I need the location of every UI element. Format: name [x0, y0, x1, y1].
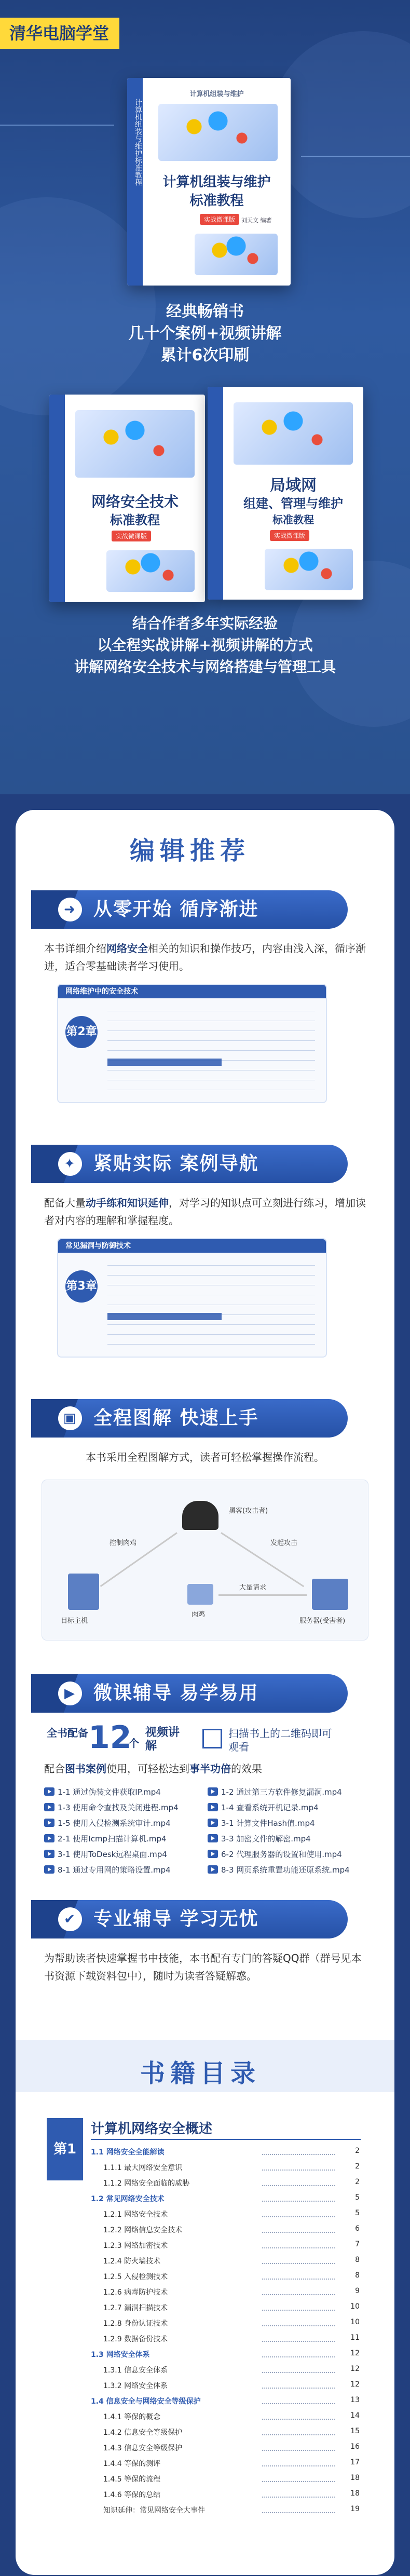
- brand-label: 清华电脑学堂: [0, 18, 119, 49]
- video-item[interactable]: [208, 1786, 342, 1798]
- video-title: 3-3 加密文件的解密.mp4: [221, 1834, 311, 1843]
- ribbon-case-guide: [47, 1145, 348, 1183]
- preview-row: [107, 1265, 315, 1266]
- video-item[interactable]: [44, 1786, 161, 1798]
- toc-page-number: 2: [355, 2178, 360, 2186]
- toc-leader: [262, 2490, 335, 2498]
- book-cover-art: [158, 104, 278, 161]
- toc-page-number: 10: [350, 2302, 360, 2311]
- book-title: 计算机组装与维护: [162, 174, 271, 190]
- toc-leader: [262, 2428, 335, 2435]
- video-play-icon: [208, 1834, 218, 1842]
- book-badge: 实战微课版: [270, 530, 309, 541]
- toc-entry[interactable]: 1.1.2 网络安全面临的威胁: [103, 2179, 190, 2188]
- book-title: 局域网: [270, 477, 317, 495]
- toc-leader: [262, 2257, 335, 2264]
- video-count-prefix: 全书配备: [47, 1727, 88, 1739]
- decor-line: [301, 156, 410, 157]
- book-cover-art: [75, 410, 195, 478]
- attack-diagram: [42, 1480, 368, 1640]
- book-spine: [208, 387, 223, 600]
- paragraph-case-guide: 配备大量动手练和知识延伸，对学习的知识点可立刻进行练习，增加读者对内容的理解和掌握程度。: [44, 1197, 366, 1227]
- preview-row: [107, 1275, 315, 1276]
- toc-leader: [262, 2226, 335, 2233]
- video-count: 12: [88, 1719, 132, 1756]
- zombie-icon: [187, 1584, 213, 1605]
- video-play-icon: [44, 1834, 54, 1842]
- video-title: 8-3 网页系统重置功能还原系统.mp4: [221, 1865, 350, 1875]
- chapter-badge: 第2章: [65, 1016, 98, 1048]
- toc-leader: [262, 2179, 335, 2186]
- toc-page-number: 2: [355, 2162, 360, 2171]
- book-top-label: 计算机组装与维护: [189, 90, 244, 98]
- toc-page-number: 6: [355, 2225, 360, 2233]
- ribbon-label: 全程图解 快速上手: [93, 1407, 259, 1429]
- toc-page-number: 17: [350, 2458, 360, 2466]
- video-play-icon: [208, 1787, 218, 1796]
- video-label: 视频讲解: [145, 1726, 180, 1753]
- toc-leader: [262, 2350, 335, 2357]
- video-play-icon: [44, 1787, 54, 1796]
- hacker-icon: [182, 1501, 218, 1530]
- diagram-label: 肉鸡: [192, 1611, 206, 1619]
- book-author: 刘天文 编著: [241, 217, 272, 224]
- toc-entry[interactable]: 1.4.5 等保的流程: [103, 2475, 161, 2484]
- diagram-label: 目标主机: [61, 1617, 88, 1625]
- toc-preview-chapter3: [57, 1238, 327, 1358]
- toc-page-number: 8: [355, 2256, 360, 2264]
- video-title: 8-1 通过专用网的策略设置.mp4: [58, 1865, 171, 1875]
- section-title-recommend: 编辑推荐: [130, 836, 251, 865]
- video-play-icon: [208, 1803, 218, 1811]
- chapter-divider: [91, 2139, 361, 2140]
- video-play-icon: [44, 1865, 54, 1874]
- caption-experience: [0, 613, 410, 678]
- toc-leader: [262, 2148, 335, 2155]
- video-play-icon: [44, 1803, 54, 1811]
- toc-page-number: 8: [355, 2271, 360, 2280]
- diagram-label: 黑客(攻击者): [229, 1507, 268, 1515]
- ribbon-support: [47, 1900, 348, 1938]
- video-title: 3-1 计算文件Hash值.mp4: [221, 1819, 315, 1828]
- preview-header: 网络维护中的安全技术: [58, 985, 326, 998]
- toc-entry[interactable]: 1.2.6 病毒防护技术: [103, 2288, 168, 2297]
- toc-entry[interactable]: 1.1.1 最大网络安全意识: [103, 2164, 183, 2172]
- toc-page-number: 14: [350, 2411, 360, 2420]
- decor-line: [0, 125, 114, 126]
- video-item[interactable]: [208, 1833, 311, 1845]
- toc-entry[interactable]: 1.2.2 网络信息安全技术: [103, 2226, 183, 2234]
- caption-line: 结合作者多年实际经验: [132, 615, 278, 632]
- paragraph-micro-course: 配合图书案例使用，可轻松达到事半功倍的效果: [44, 1762, 262, 1775]
- caption-line: 经典畅销书: [166, 303, 244, 321]
- book-spine-title: 计算机组装与维护标准教程: [134, 99, 142, 186]
- toc-page-number: 12: [350, 2349, 360, 2357]
- toc-entry[interactable]: 1.3.1 信息安全体系: [103, 2366, 168, 2375]
- toc-leader: [262, 2319, 335, 2326]
- ribbon-illustrated: [47, 1399, 348, 1438]
- preview-row: [107, 1324, 315, 1325]
- ribbon-step-by-step: [47, 890, 348, 929]
- content-panel: [16, 810, 394, 2575]
- preview-highlight: [107, 1059, 222, 1066]
- toc-leader: [262, 2444, 335, 2451]
- video-title: 6-2 代理服务器的设置和使用.mp4: [221, 1850, 342, 1859]
- toc-leader: [262, 2397, 335, 2404]
- video-item[interactable]: [44, 1817, 171, 1829]
- book-subtitle: 组建、管理与维护: [243, 496, 343, 511]
- book-badge: 实战微课版: [112, 531, 151, 541]
- ribbon-label: 从零开始 循序渐进: [93, 899, 259, 920]
- video-title: 1-4 查看系统开机记录.mp4: [221, 1803, 319, 1812]
- toc-page-number: 13: [350, 2396, 360, 2404]
- server-icon: [312, 1579, 348, 1610]
- preview-row: [107, 1050, 315, 1051]
- video-item[interactable]: [44, 1801, 179, 1814]
- toc-entry[interactable]: 1.4.4 等保的测评: [103, 2460, 161, 2468]
- toc-entry[interactable]: 1.3.2 网络安全体系: [103, 2382, 168, 2390]
- preview-row: [107, 1344, 315, 1345]
- video-title: 1-2 通过第三方软件修复漏洞.mp4: [221, 1787, 342, 1797]
- preview-header: 常见漏洞与防御技术: [58, 1239, 326, 1253]
- toc-page-number: 18: [350, 2489, 360, 2498]
- toc-leader: [262, 2210, 335, 2217]
- toc-list: [91, 2147, 361, 2562]
- video-play-icon: [44, 1850, 54, 1858]
- book-subtitle: 标准教程: [189, 193, 244, 209]
- ribbon-label: 微课辅导 易学易用: [93, 1683, 259, 1704]
- video-item[interactable]: [208, 1848, 342, 1861]
- toc-entry[interactable]: 1.2.7 漏洞扫描技术: [103, 2304, 168, 2312]
- book-cover-lan: [208, 387, 363, 600]
- video-list: [44, 1786, 366, 1884]
- video-play-icon: [208, 1865, 218, 1874]
- caption-line: 讲解网络安全技术与网络搭建与管理工具: [74, 658, 336, 675]
- book-title: 网络安全技术: [91, 493, 179, 510]
- toc-preview-chapter2: [57, 984, 327, 1103]
- toc-entry[interactable]: 1.2 常见网络安全技术: [91, 2195, 165, 2203]
- toc-entry[interactable]: 1.4.1 等保的概念: [103, 2413, 161, 2421]
- toc-entry[interactable]: 1.2.8 身份认证技术: [103, 2320, 168, 2328]
- ribbon-micro-course: [47, 1674, 348, 1713]
- check-icon: ✔: [58, 1907, 82, 1931]
- chapter-badge: 第3章: [65, 1270, 98, 1303]
- toc-leader: [262, 2303, 335, 2311]
- ribbon-label: 专业辅导 学习无忧: [93, 1908, 259, 1930]
- toc-leader: [262, 2272, 335, 2280]
- video-play-icon: [44, 1819, 54, 1827]
- video-title: 1-1 通过伪装文件获取IP.mp4: [58, 1787, 161, 1797]
- ribbon-label: 紧贴实际 案例导航: [93, 1153, 259, 1174]
- toc-entry[interactable]: 1.4 信息安全与网络安全等级保护: [91, 2397, 201, 2406]
- video-title: 1-3 使用命令查找及关闭进程.mp4: [58, 1803, 179, 1812]
- book-cover-art: [265, 549, 353, 590]
- video-count-unit: 个: [129, 1737, 139, 1750]
- video-title: 2-1 使用Icmp扫描计算机.mp4: [58, 1834, 167, 1843]
- toc-entry[interactable]: 1.4.2 信息安全等级保护: [103, 2429, 183, 2437]
- toc-leader: [262, 2194, 335, 2202]
- toc-leader: [262, 2412, 335, 2420]
- decor-circle: [270, 31, 410, 218]
- play-icon: ▶: [58, 1682, 82, 1705]
- paragraph-step-by-step: 本书详细介绍网络安全相关的知识和操作技巧，内容由浅入深，循序渐进，适合零基础读者学习使用。: [44, 942, 366, 972]
- toc-page-number: 12: [350, 2365, 360, 2373]
- toc-entry[interactable]: 1.2.3 网络加密技术: [103, 2242, 168, 2250]
- toc-entry[interactable]: 1.4.3 信息安全等级保护: [103, 2444, 183, 2452]
- caption-line: 几十个案例+视频讲解: [128, 324, 282, 343]
- video-title: 3-1 使用ToDesk远程桌面.mp4: [58, 1850, 167, 1859]
- toc-entry[interactable]: 1.1 网络安全全能解读: [91, 2148, 165, 2157]
- toc-page-number: 11: [350, 2334, 360, 2342]
- toc-entry[interactable]: 1.2.9 数据备份技术: [103, 2335, 168, 2343]
- diagram-label: 服务器(受害者): [299, 1617, 346, 1625]
- video-title: 1-5 使用入侵检测系统审计.mp4: [58, 1819, 171, 1828]
- toc-page-number: 10: [350, 2318, 360, 2326]
- toc-page-number: 5: [355, 2209, 360, 2217]
- section-title-toc: 书籍目录: [140, 2059, 261, 2088]
- arrow-line: [218, 1594, 307, 1596]
- arrow-icon: ➜: [58, 898, 82, 921]
- caption-line: 以全程实战讲解+视频讲解的方式: [97, 636, 313, 654]
- chapter-number-block: 第1章: [47, 2118, 83, 2180]
- toc-entry[interactable]: 1.2.1 网络安全技术: [103, 2211, 168, 2219]
- video-play-icon: [208, 1850, 218, 1858]
- hero-banner: [0, 0, 410, 794]
- toc-page-number: 19: [350, 2505, 360, 2513]
- diagram-label: 控制肉鸡: [110, 1539, 137, 1547]
- caption-classic: [0, 301, 410, 367]
- toc-page-number: 2: [355, 2147, 360, 2155]
- toc-entry[interactable]: 1.3 网络安全体系: [91, 2351, 150, 2359]
- book-cover-art: [234, 402, 353, 465]
- book-subtitle: 标准教程: [110, 513, 160, 527]
- toc-page-number: 16: [350, 2443, 360, 2451]
- book-subtitle: 标准教程: [272, 513, 314, 526]
- chapter-title: 计算机网络安全概述: [91, 2121, 213, 2137]
- paragraph-illustrated: 本书采用全程图解方式，读者可轻松掌握操作流程。: [86, 1451, 324, 1463]
- toc-page-number: 7: [355, 2240, 360, 2248]
- video-item[interactable]: [208, 1801, 319, 1814]
- toc-page-number: 12: [350, 2380, 360, 2389]
- video-item[interactable]: [44, 1864, 171, 1876]
- compass-icon: ✦: [58, 1152, 82, 1176]
- diagram-label: 发起攻击: [270, 1539, 298, 1547]
- toc-leader: [262, 2241, 335, 2248]
- toc-leader: [262, 2163, 335, 2171]
- caption-line: 累计6次印刷: [160, 346, 250, 364]
- toc-entry[interactable]: 1.4.6 等保的总结: [103, 2491, 161, 2499]
- toc-leader: [262, 2381, 335, 2389]
- image-icon: ▣: [58, 1406, 82, 1430]
- toc-leader: [262, 2506, 335, 2513]
- toc-leader: [262, 2459, 335, 2466]
- book-badge: 实战微课版: [200, 214, 239, 225]
- book-cover-computer-assembly: [127, 78, 291, 286]
- computer-icon: [68, 1574, 99, 1610]
- video-item[interactable]: [44, 1848, 167, 1861]
- diagram-label: 大量请求: [239, 1584, 267, 1592]
- book-cover-art: [195, 234, 278, 275]
- toc-page-number: 9: [355, 2287, 360, 2295]
- video-item[interactable]: [208, 1864, 350, 1876]
- scan-hint: 扫描书上的二维码即可观看: [228, 1727, 332, 1753]
- toc-page-number: 18: [350, 2474, 360, 2482]
- toc-entry[interactable]: 1.2.4 防火墙技术: [103, 2257, 161, 2266]
- video-item[interactable]: [208, 1817, 315, 1829]
- video-play-icon: [208, 1819, 218, 1827]
- book-cover-art: [106, 550, 195, 592]
- toc-leader: [262, 2475, 335, 2482]
- book-cover-network-security: [49, 395, 205, 602]
- toc-entry[interactable]: 1.2.5 入侵检测技术: [103, 2273, 168, 2281]
- toc-entry[interactable]: 知识延伸：常见网络安全大事件: [103, 2506, 205, 2515]
- toc-leader: [262, 2366, 335, 2373]
- toc-leader: [262, 2335, 335, 2342]
- book-spine: [49, 395, 65, 602]
- toc-page-number: 5: [355, 2193, 360, 2202]
- video-item[interactable]: [44, 1833, 167, 1845]
- paragraph-support: 为帮助读者快速掌握书中技能，本书配有专门的答疑QQ群（群号见本书资源下载资料包中），随时为读者答疑解惑。: [44, 1952, 362, 1982]
- preview-row: [107, 1334, 315, 1335]
- toc-leader: [262, 2288, 335, 2295]
- preview-row: [107, 1040, 315, 1041]
- toc-page-number: 15: [350, 2427, 360, 2435]
- qr-scan-icon: [202, 1729, 222, 1748]
- preview-highlight: [107, 1313, 222, 1320]
